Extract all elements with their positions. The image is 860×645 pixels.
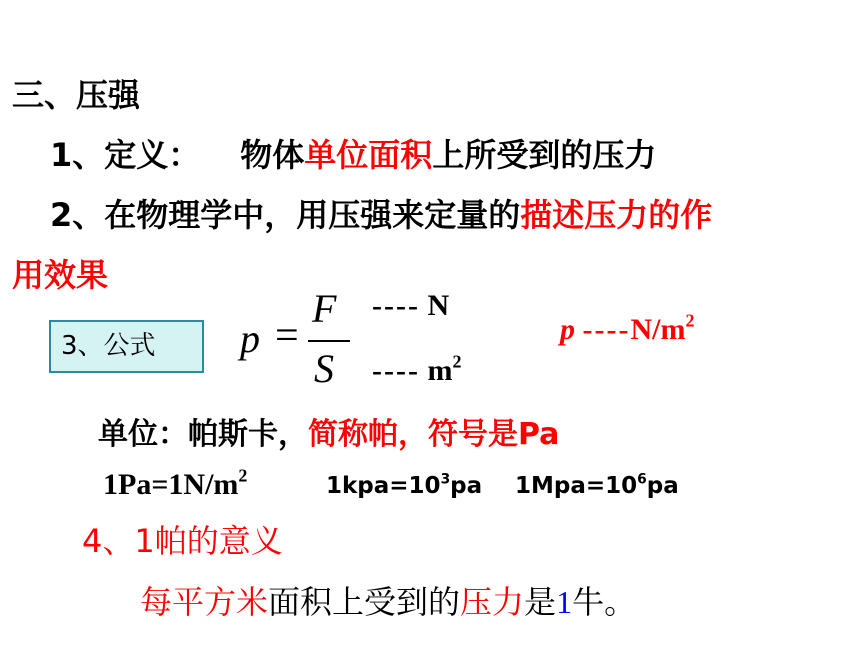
purpose-prefix: 2、在物理学中，用压强来定量的	[50, 196, 521, 234]
numerator-unit-symbol: N	[427, 289, 450, 322]
meaning-title: 4、1帕的意义	[82, 522, 283, 560]
kpa-conversion	[326, 473, 482, 499]
definition-prefix: 1、定义：	[50, 136, 201, 174]
formula-label: 3、公式	[61, 331, 156, 361]
formula-numerator: F	[312, 286, 337, 331]
meaning-part-6: 牛。	[572, 583, 637, 621]
pa-conversion-exponent: 2	[238, 465, 248, 486]
unit-line	[98, 409, 559, 453]
slide-title: 三、压强	[12, 76, 141, 114]
denominator-unit-dashes: ----	[372, 354, 420, 387]
meaning-part-3: 压力	[460, 583, 525, 621]
meaning-part-4: 是	[524, 583, 557, 621]
denominator-unit-symbol: m	[427, 354, 453, 387]
kpa-exponent: 3	[440, 471, 451, 488]
definition-text-post: 上所受到的压力	[432, 136, 657, 174]
formula-p: p	[240, 316, 260, 361]
fraction-bar	[308, 340, 350, 342]
denominator-unit-exponent: 2	[452, 351, 462, 372]
pa-conversion	[103, 465, 248, 502]
formula-equals: =	[275, 313, 299, 359]
pressure-symbol: p	[560, 313, 575, 346]
numerator-unit	[372, 289, 449, 323]
kpa-unit: pa	[450, 473, 483, 499]
pressure-unit-symbol: N/m	[630, 313, 686, 346]
meaning-part-5: 1	[556, 584, 573, 620]
mpa-unit: pa	[646, 473, 679, 499]
mpa-exponent: 6	[637, 471, 647, 488]
meaning-part-1: 每平方米	[140, 583, 269, 621]
purpose-line	[50, 190, 712, 236]
pa-conversion-text: 1Pa=1N/m	[103, 468, 239, 501]
formula-denominator: S	[314, 346, 334, 391]
definition-text-pre: 物体	[240, 136, 305, 174]
meaning-part-2: 面积上受到的	[268, 583, 461, 621]
unit-prefix: 单位：帕斯卡，	[98, 417, 308, 452]
definition-highlight: 单位面积	[304, 136, 433, 174]
mpa-base: 1Mpa=10	[515, 473, 638, 499]
kpa-base: 1kpa=10	[326, 473, 441, 499]
meaning-sentence	[140, 577, 636, 623]
purpose-highlight-b: 用效果	[12, 256, 109, 294]
purpose-highlight-a: 描述压力的作	[520, 196, 713, 234]
pressure-unit-dashes: ----	[582, 313, 631, 346]
mpa-conversion	[515, 473, 679, 499]
numerator-unit-dashes: ----	[372, 289, 420, 322]
pressure-unit-exponent: 2	[685, 310, 695, 331]
unit-highlight: 简称帕，符号是Pa	[308, 417, 560, 452]
pressure-unit	[560, 310, 695, 347]
formula-label-box	[49, 320, 204, 373]
definition-line	[50, 130, 656, 176]
denominator-unit	[372, 351, 462, 388]
